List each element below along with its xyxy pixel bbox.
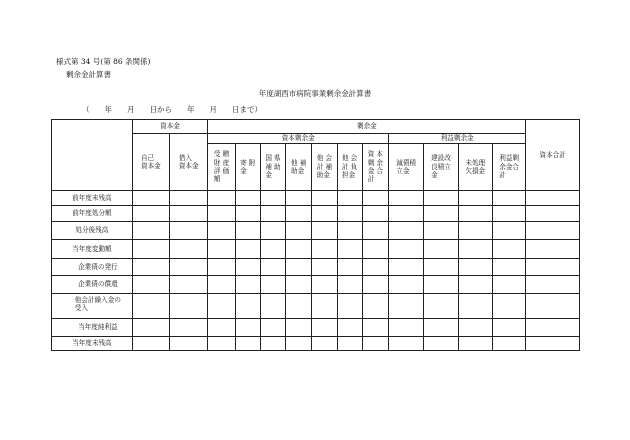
value-cell[interactable] [337,276,362,294]
value-cell[interactable] [286,337,312,351]
earned-surplus-col-0: 減債積 立金 [388,144,423,191]
value-cell[interactable] [208,240,235,259]
table-row [52,294,580,319]
value-cell[interactable] [362,294,388,319]
value-cell[interactable] [424,294,458,319]
table-row [52,240,580,259]
value-cell[interactable] [132,240,169,259]
value-cell[interactable] [388,222,423,240]
value-cell[interactable] [492,319,525,337]
value-cell[interactable] [208,222,235,240]
value-cell[interactable] [492,191,525,206]
value-cell[interactable] [362,276,388,294]
value-cell[interactable] [526,222,580,240]
value-cell[interactable] [235,206,260,222]
value-cell[interactable] [388,259,423,276]
value-cell[interactable] [388,337,423,351]
value-cell[interactable] [526,240,580,259]
value-cell[interactable] [312,240,337,259]
table-row [52,337,580,351]
value-cell[interactable] [170,240,208,259]
value-cell[interactable] [337,206,362,222]
value-cell[interactable] [208,276,235,294]
value-cell[interactable] [388,206,423,222]
value-cell[interactable] [526,319,580,337]
value-cell[interactable] [388,319,423,337]
table-row [52,259,580,276]
earned-surplus-col-3: 利益剰 余金合 計 [492,144,525,191]
row-label: 当年度純利益 [52,319,133,337]
capital-surplus-col-0: 受 贈 財 産 評 価 額 [208,144,235,191]
value-cell[interactable] [312,294,337,319]
value-cell[interactable] [312,222,337,240]
value-cell[interactable] [312,337,337,351]
corner-cell [52,120,133,191]
value-cell[interactable] [526,337,580,351]
value-cell[interactable] [458,191,492,206]
value-cell[interactable] [458,240,492,259]
value-cell[interactable] [526,276,580,294]
value-cell[interactable] [260,337,285,351]
table-row [52,319,580,337]
row-label: 企業債の償還 [52,276,133,294]
table-row [52,206,580,222]
value-cell[interactable] [526,191,580,206]
value-cell[interactable] [388,240,423,259]
value-cell[interactable] [132,222,169,240]
value-cell[interactable] [458,294,492,319]
period-line: （ 年 月 日から 年 月 日まで） [82,105,262,114]
capital-col-0: 自己 資本金 [132,134,169,191]
row-label: 当年度変動額 [52,240,133,259]
value-cell[interactable] [132,206,169,222]
value-cell[interactable] [424,222,458,240]
value-cell[interactable] [388,276,423,294]
value-cell[interactable] [492,276,525,294]
table-row [52,276,580,294]
value-cell[interactable] [132,294,169,319]
value-cell[interactable] [170,259,208,276]
row-label: 処分後残高 [52,222,133,240]
value-cell[interactable] [492,259,525,276]
value-cell[interactable] [492,222,525,240]
value-cell[interactable] [286,259,312,276]
value-cell[interactable] [337,337,362,351]
value-cell[interactable] [208,319,235,337]
value-cell[interactable] [312,259,337,276]
value-cell[interactable] [170,276,208,294]
group-capital-surplus: 資本剰余金 [208,134,389,144]
value-cell[interactable] [362,337,388,351]
value-cell[interactable] [337,191,362,206]
value-cell[interactable] [170,337,208,351]
value-cell[interactable] [388,191,423,206]
value-cell[interactable] [208,206,235,222]
value-cell[interactable] [260,222,285,240]
value-cell[interactable] [424,337,458,351]
value-cell[interactable] [132,259,169,276]
value-cell[interactable] [170,206,208,222]
value-cell[interactable] [424,276,458,294]
value-cell[interactable] [362,191,388,206]
value-cell[interactable] [260,191,285,206]
value-cell[interactable] [458,222,492,240]
row-label: 前年度末残高 [52,191,133,206]
value-cell[interactable] [388,294,423,319]
value-cell[interactable] [362,206,388,222]
value-cell[interactable] [208,337,235,351]
document-title: 年度湖西市病院事業剰余金計算書 [258,89,372,98]
value-cell[interactable] [132,276,169,294]
row-label: 他会計繰入金の 受入 [52,294,133,319]
value-cell[interactable] [208,259,235,276]
value-cell[interactable] [260,276,285,294]
group-earned-surplus: 利益剰余金 [388,134,525,144]
capital-surplus-col-2: 国 県 補 助 金 [260,144,285,191]
value-cell[interactable] [235,276,260,294]
row-label: 当年度末残高 [52,337,133,351]
value-cell[interactable] [286,240,312,259]
value-cell[interactable] [337,259,362,276]
value-cell[interactable] [235,240,260,259]
value-cell[interactable] [458,319,492,337]
capital-surplus-col-4: 他 会 計 補 助金 [312,144,337,191]
value-cell[interactable] [424,319,458,337]
value-cell[interactable] [337,240,362,259]
table-row [52,222,580,240]
value-cell[interactable] [260,240,285,259]
value-cell[interactable] [208,191,235,206]
group-capital: 資本金 [132,120,208,134]
value-cell[interactable] [526,206,580,222]
value-cell[interactable] [235,319,260,337]
earned-surplus-col-1: 建設改 良積立 金 [424,144,458,191]
value-cell[interactable] [312,319,337,337]
capital-surplus-col-3: 他 補 助金 [286,144,312,191]
value-cell[interactable] [132,191,169,206]
value-cell[interactable] [362,259,388,276]
capital-surplus-col-6: 資 本 剰 余 金 合 計 [362,144,388,191]
value-cell[interactable] [362,319,388,337]
value-cell[interactable] [362,222,388,240]
value-cell[interactable] [235,222,260,240]
value-cell[interactable] [312,276,337,294]
earned-surplus-col-2: 未処理 欠損金 [458,144,492,191]
value-cell[interactable] [458,276,492,294]
value-cell[interactable] [312,191,337,206]
value-cell[interactable] [132,319,169,337]
value-cell[interactable] [337,222,362,240]
form-number: 様式第 34 号(第 86 条関係) [56,57,151,66]
value-cell[interactable] [337,294,362,319]
value-cell[interactable] [286,191,312,206]
table-row [52,191,580,206]
row-label: 前年度処分額 [52,206,133,222]
value-cell[interactable] [526,259,580,276]
value-cell[interactable] [424,259,458,276]
value-cell[interactable] [458,206,492,222]
row-label: 企業債の発行 [52,259,133,276]
value-cell[interactable] [235,191,260,206]
value-cell[interactable] [208,294,235,319]
value-cell[interactable] [492,206,525,222]
value-cell[interactable] [492,240,525,259]
value-cell[interactable] [286,319,312,337]
value-cell[interactable] [286,206,312,222]
value-cell[interactable] [424,206,458,222]
value-cell[interactable] [424,240,458,259]
value-cell[interactable] [132,337,169,351]
group-total-capital: 資本合計 [526,120,580,191]
value-cell[interactable] [337,319,362,337]
value-cell[interactable] [260,319,285,337]
capital-surplus-col-5: 他 会 計 負 担金 [337,144,362,191]
surplus-statement-table [51,119,580,351]
value-cell[interactable] [170,294,208,319]
value-cell[interactable] [286,222,312,240]
form-name: 剰余金計算書 [66,70,111,79]
value-cell[interactable] [312,206,337,222]
group-surplus: 剰余金 [208,120,526,134]
value-cell[interactable] [286,276,312,294]
value-cell[interactable] [458,337,492,351]
value-cell[interactable] [260,206,285,222]
value-cell[interactable] [170,319,208,337]
value-cell[interactable] [492,337,525,351]
value-cell[interactable] [260,294,285,319]
value-cell[interactable] [235,337,260,351]
value-cell[interactable] [492,294,525,319]
value-cell[interactable] [286,294,312,319]
capital-surplus-col-1: 寄 附 金 [235,144,260,191]
value-cell[interactable] [235,259,260,276]
capital-col-1: 借入 資本金 [170,134,208,191]
value-cell[interactable] [424,191,458,206]
value-cell[interactable] [170,222,208,240]
value-cell[interactable] [526,294,580,319]
value-cell[interactable] [458,259,492,276]
value-cell[interactable] [235,294,260,319]
value-cell[interactable] [260,259,285,276]
value-cell[interactable] [170,191,208,206]
value-cell[interactable] [362,240,388,259]
